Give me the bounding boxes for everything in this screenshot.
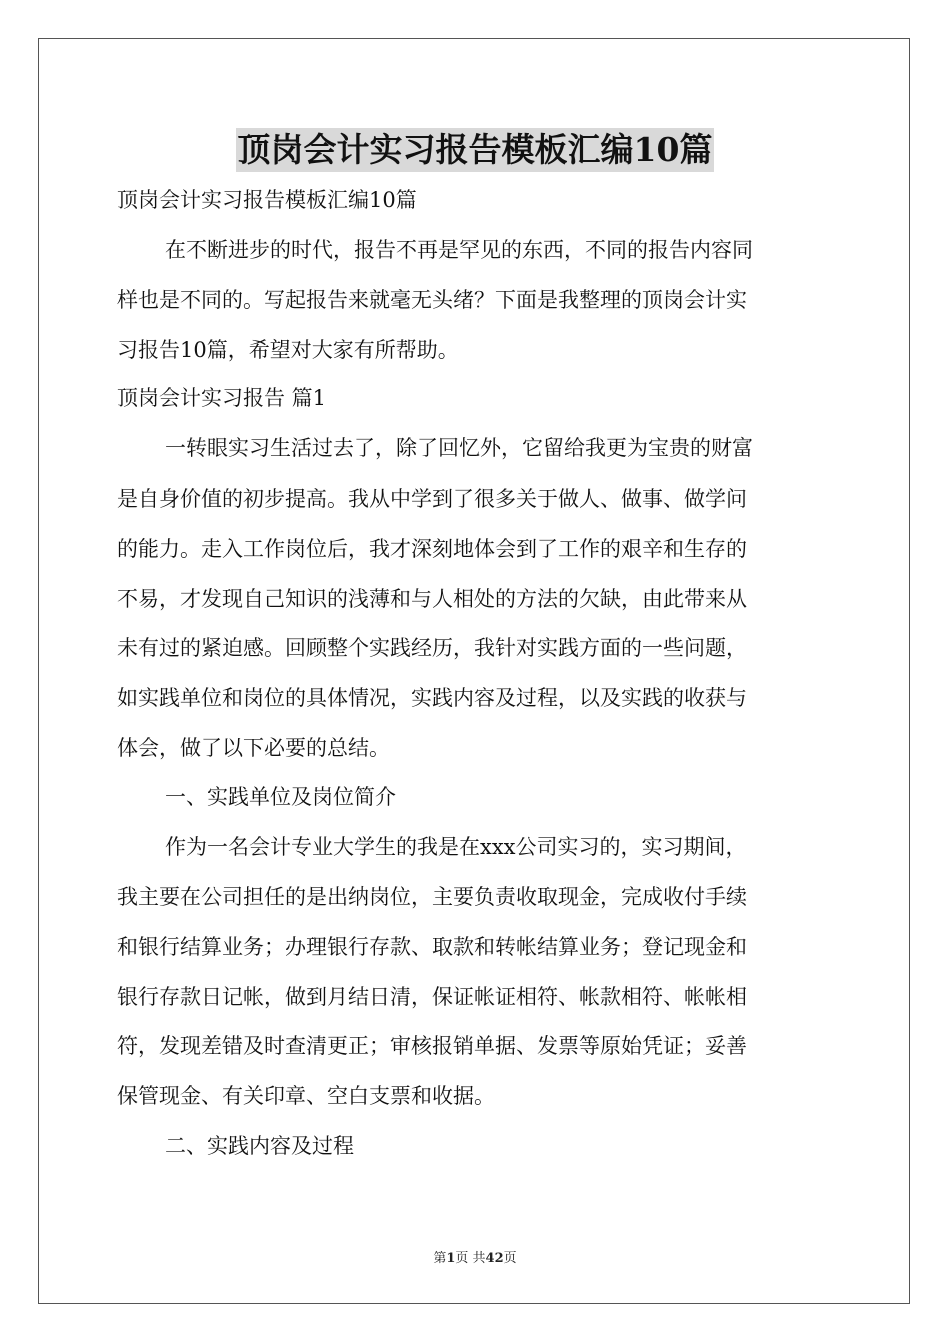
paragraph-line: 在不断进步的时代，报告不再是罕见的东西，不同的报告内容同: [165, 238, 753, 262]
current-page-number: 1: [446, 1251, 456, 1266]
paragraph-line: 习报告10篇，希望对大家有所帮助。: [117, 338, 459, 362]
page-border: [38, 38, 910, 1304]
paragraph-line: 一转眼实习生活过去了，除了回忆外，它留给我更为宝贵的财富: [165, 436, 753, 460]
paragraph-line: 如实践单位和岗位的具体情况，实践内容及过程，以及实践的收获与: [117, 686, 747, 710]
paragraph-line: 未有过的紧迫感。回顾整个实践经历，我针对实践方面的一些问题，: [117, 636, 747, 660]
section-heading: 顶岗会计实习报告 篇1: [117, 386, 327, 410]
footer-suffix: 页: [503, 1251, 517, 1266]
paragraph-line: 我主要在公司担任的是出纳岗位，主要负责收取现金，完成收付手续: [117, 885, 747, 909]
paragraph-line: 作为一名会计专业大学生的我是在xxx公司实习的，实习期间，: [165, 835, 747, 859]
total-pages-number: 42: [485, 1251, 504, 1266]
paragraph-line: 样也是不同的。写起报告来就毫无头绪？下面是我整理的顶岗会计实: [117, 288, 747, 312]
document-title-text: 顶岗会计实习报告模板汇编10篇: [236, 128, 715, 172]
paragraph-line: 不易，才发现自己知识的浅薄和与人相处的方法的欠缺，由此带来从: [117, 587, 747, 611]
footer-mid: 页 共: [455, 1251, 486, 1266]
document-title: [0, 128, 950, 172]
page-footer: [0, 1247, 950, 1266]
subsection-heading: 一、实践单位及岗位简介: [165, 785, 396, 809]
paragraph-line: 的能力。走入工作岗位后，我才深刻地体会到了工作的艰辛和生存的: [117, 537, 747, 561]
footer-prefix: 第: [433, 1251, 447, 1266]
paragraph-line: 符，发现差错及时查清更正；审核报销单据、发票等原始凭证；妥善: [117, 1034, 747, 1058]
subsection-heading: 二、实践内容及过程: [165, 1134, 354, 1158]
paragraph-line: 保管现金、有关印章、空白支票和收据。: [117, 1084, 495, 1108]
paragraph-line: 银行存款日记帐，做到月结日清，保证帐证相符、帐款相符、帐帐相: [117, 985, 747, 1009]
paragraph-line: 体会，做了以下必要的总结。: [117, 736, 390, 760]
subtitle-line: 顶岗会计实习报告模板汇编10篇: [117, 188, 417, 212]
paragraph-line: 是自身价值的初步提高。我从中学到了很多关于做人、做事、做学问: [117, 487, 747, 511]
paragraph-line: 和银行结算业务；办理银行存款、取款和转帐结算业务；登记现金和: [117, 935, 747, 959]
